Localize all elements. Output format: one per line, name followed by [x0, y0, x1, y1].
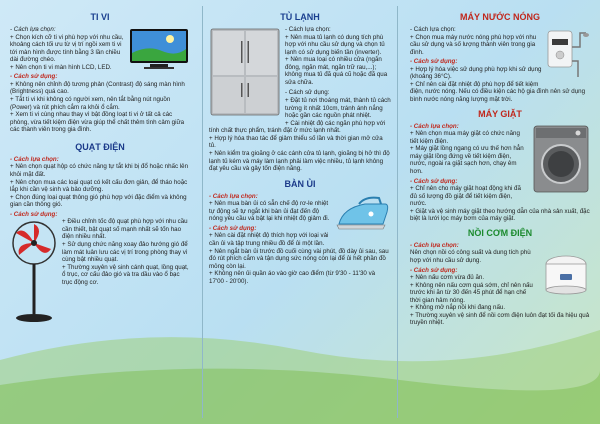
tv-icon	[128, 27, 190, 71]
washing-machine-icon	[532, 124, 590, 194]
tivi-use-3: + Xem ti vi cùng nhau thay vì bật đồng loạt ti vi ở tất cả các phòng, vừa tiết kiệm điện vừa giúp thể chất thêm tình cảm giữa các thành viên trong gia đình.	[10, 111, 185, 134]
tulanh-use-2: + Cài nhiệt độ các ngăn phù hợp với tính chất thực phẩm, tránh đặt ở mức lạnh nhất.	[209, 119, 386, 135]
panel-left	[4, 6, 196, 418]
noicomdien-choose-1: Nên chọn nồi có công suất và dung tích phù hợp với nhu cầu sử dụng.	[410, 249, 531, 264]
quatdien-use-heading: - Cách sử dụng:	[10, 210, 58, 218]
quatdien-use-2: + Sử dụng chức năng xoay đảo hướng gió để làm mát luân lưu các vị trí trong phòng thay vì cùng bật nhiều quạt.	[62, 241, 188, 264]
maygiat-use-1: + Chỉ nên cho máy giặt hoạt động khi đã đủ số lượng đồ giặt để tiết kiệm điện, nước.	[410, 185, 521, 208]
noicomdien-title: NỒI CƠM ĐIỆN	[467, 227, 533, 238]
tulanh-choose-1: + Nên mua tủ lạnh có dung tích phù hợp với nhu cầu sử dụng và chọn tủ lạnh có sử dụng biến tần (inverter).	[285, 33, 385, 56]
rice-cooker-icon	[542, 250, 590, 298]
banui-choose-1: + Nên mua bàn ủi có sẵn chế độ rơ-le nhiệt tự động sẽ tự ngắt khi bàn ủi đạt đến độ nóng yêu cầu và bật lại khi nhiệt độ giảm đi.	[209, 200, 330, 223]
tivi-use-heading: - Cách sử dụng:	[10, 73, 58, 81]
maygiat-choose-heading: - Cách lựa chọn:	[410, 122, 459, 130]
banui-use-2: + Nên ngắt bàn ủi trước đồ cuối cùng vài phút, đồ dày ủi sau, sau đó rút phích cắm và tận dụng sức nóng còn lại để ủi hết phần đồ mỏng còn lại.	[209, 247, 389, 270]
noicomdien-use-3: + Không mở nắp nồi khi đang nấu.	[410, 304, 506, 312]
maynuocnong-choose-1: + Chọn mua máy nước nóng phù hợp với nhu cầu sử dụng và số lượng thành viên trong gia đình.	[410, 33, 537, 56]
maygiat-choose-1: + Nên chọn mua máy giặt có chức năng tiết kiệm điện.	[410, 130, 520, 145]
water-heater-icon	[546, 27, 590, 81]
quatdien-choose-1: + Nên chọn quạt hộp có chức năng tự tắt khi bị đổ hoặc nhấc lên khỏi mặt đất.	[10, 163, 189, 178]
maygiat-title: MÁY GIẶT	[478, 108, 522, 119]
maynuocnong-use-2: + Chỉ nên cài đặt nhiệt độ phù hợp để tiết kiệm điện, nước nóng. Nếu có điều kiện các hộ gia đình nên sử dụng bình nước nóng năng lượng mặt trời.	[410, 80, 586, 104]
tulanh-choose-heading: - Cách lựa chọn:	[285, 25, 331, 33]
maygiat-use-heading: - Cách sử dụng:	[410, 177, 458, 185]
tulanh-use-heading: - Cách sử dụng:	[285, 89, 330, 97]
banui-use-3: + Không nên ủi quần áo vào giờ cao điểm (từ 9'30 - 11'30 và 17'00 - 20'00).	[209, 270, 376, 285]
noicomdien-choose-heading: - Cách lựa chọn:	[410, 241, 459, 249]
tivi-choose-2: + Nên chọn ti vi màn hình LCD, LED.	[10, 63, 112, 71]
tivi-use-2: + Tắt ti vi khi không có người xem, nên tắt bằng nút nguồn (Power) và rút phích cắm ra khỏi ổ cắm.	[10, 96, 171, 111]
maynuocnong-choose-heading: - Cách lựa chọn:	[410, 25, 456, 33]
panel-right	[404, 6, 596, 418]
noicomdien-use-1: + Nên nấu cơm vừa đủ ăn.	[410, 274, 485, 282]
quatdien-title: QUẠT ĐIỆN	[75, 141, 125, 152]
noicomdien-use-heading: - Cách sử dụng:	[410, 266, 458, 274]
banui-use-heading: - Cách sử dụng:	[209, 224, 257, 232]
noicomdien-use-4: + Thường xuyên vệ sinh để nồi cơm điện luôn đạt tối đa hiệu quả truyền nhiệt.	[410, 311, 590, 327]
tulanh-use-4: + Nên kiểm tra gioăng ở các cánh cửa tủ lạnh, gioăng bị hở thì độ lạnh tủ kém và máy làm lạnh phải làm việc nhiều, tủ lạnh không đạt yêu cầu và gây tốn điện năng.	[209, 149, 390, 173]
quatdien-use-1: + Điều chỉnh tốc độ quạt phù hợp với nhu cầu cần thiết, bật quạt số mạnh nhất sẽ tốn hao điện nhiều nhất.	[62, 218, 188, 241]
tulanh-use-3: + Hợp lý hóa thao tác để giảm thiểu số lần và thời gian mở cửa tủ.	[209, 134, 383, 150]
fridge-icon	[209, 27, 281, 119]
tivi-choose-1: + Chọn kích cỡ ti vi phù hợp với nhu cầu, khoảng cách tối ưu từ vị trí ngồi xem ti vi tới màn hình được tính bằng 3 lần chiều dài đường chéo.	[10, 33, 124, 64]
tulanh-title: TỦ LẠNH	[280, 12, 320, 22]
tulanh-use-1: + Đặt tủ nơi thoáng mát, thành tủ cách tường ít nhất 10cm, tránh ánh nắng hoặc gần các nguồn phát nhiệt.	[285, 97, 391, 120]
maynuocnong-use-1: + Hợp lý hóa việc sử dụng phù hợp khi sử dụng (khoảng 36°C).	[410, 65, 542, 81]
quatdien-choose-3: + Chọn đúng loại quạt thông gió phù hợp với đặc điểm và không gian cần thông gió.	[10, 193, 187, 209]
quatdien-choose-heading: - Cách lựa chọn:	[10, 155, 59, 163]
banui-title: BÀN ỦI	[284, 178, 316, 189]
noicomdien-use-2: + Không nên nấu cơm quá sớm, chỉ nên nấu trước khi ăn từ 30 đến 45 phút để hạn chế thời gian hâm nóng.	[410, 281, 533, 304]
tivi-title: TI VI	[90, 12, 110, 22]
maynuocnong-use-heading: - Cách sử dụng:	[410, 58, 458, 66]
tivi-choose-heading: - Cách lựa chọn:	[10, 25, 56, 33]
panel-middle	[202, 6, 398, 418]
fan-icon	[10, 219, 58, 325]
tivi-use-1: + Không nên chỉnh độ tương phản (Contrast) độ sáng màn hình (Brightness) quá cao.	[10, 80, 185, 96]
quatdien-use-3: + Thường xuyên vệ sinh cánh quạt, lồng quạt, ổ trục, cơ cấu đảo gió và tra dầu vào ổ bạc trục động cơ.	[62, 263, 189, 286]
quatdien-choose-2: + Nên chọn mua các loại quạt có kết cấu đơn giản, để tháo hoặc lắp khi cần vệ sinh và bảo dưỡng.	[10, 178, 188, 194]
banui-use-1: + Nên cài đặt nhiệt độ thích hợp với loại vải cần ủi và tập trung nhiều đồ để ủi một lần.	[209, 232, 329, 247]
maygiat-choose-2: + Máy giặt lồng ngang có ưu thế hơn hẳn máy giặt lồng đứng về tiết kiệm điện, nước, ngoài ra giặt sạch hơn, chạy êm hơn.	[410, 145, 524, 175]
banui-choose-heading: - Cách lựa chọn:	[209, 192, 258, 200]
tulanh-choose-2: + Nên mua loại có nhiều cửa (ngăn đông, ngăn mát, ngăn trữ rau,...); không mua tủ đã quá cũ hoặc đã qua sửa chữa.	[285, 56, 388, 86]
iron-icon	[335, 194, 391, 232]
maynuocnong-title: MÁY NƯỚC NÓNG	[460, 12, 540, 22]
maygiat-use-2: + Giặt và vệ sinh máy giặt theo hướng dẫn của nhà sản xuất, đặc biệt là lưới lọc máy bơm của máy giặt.	[410, 207, 590, 223]
